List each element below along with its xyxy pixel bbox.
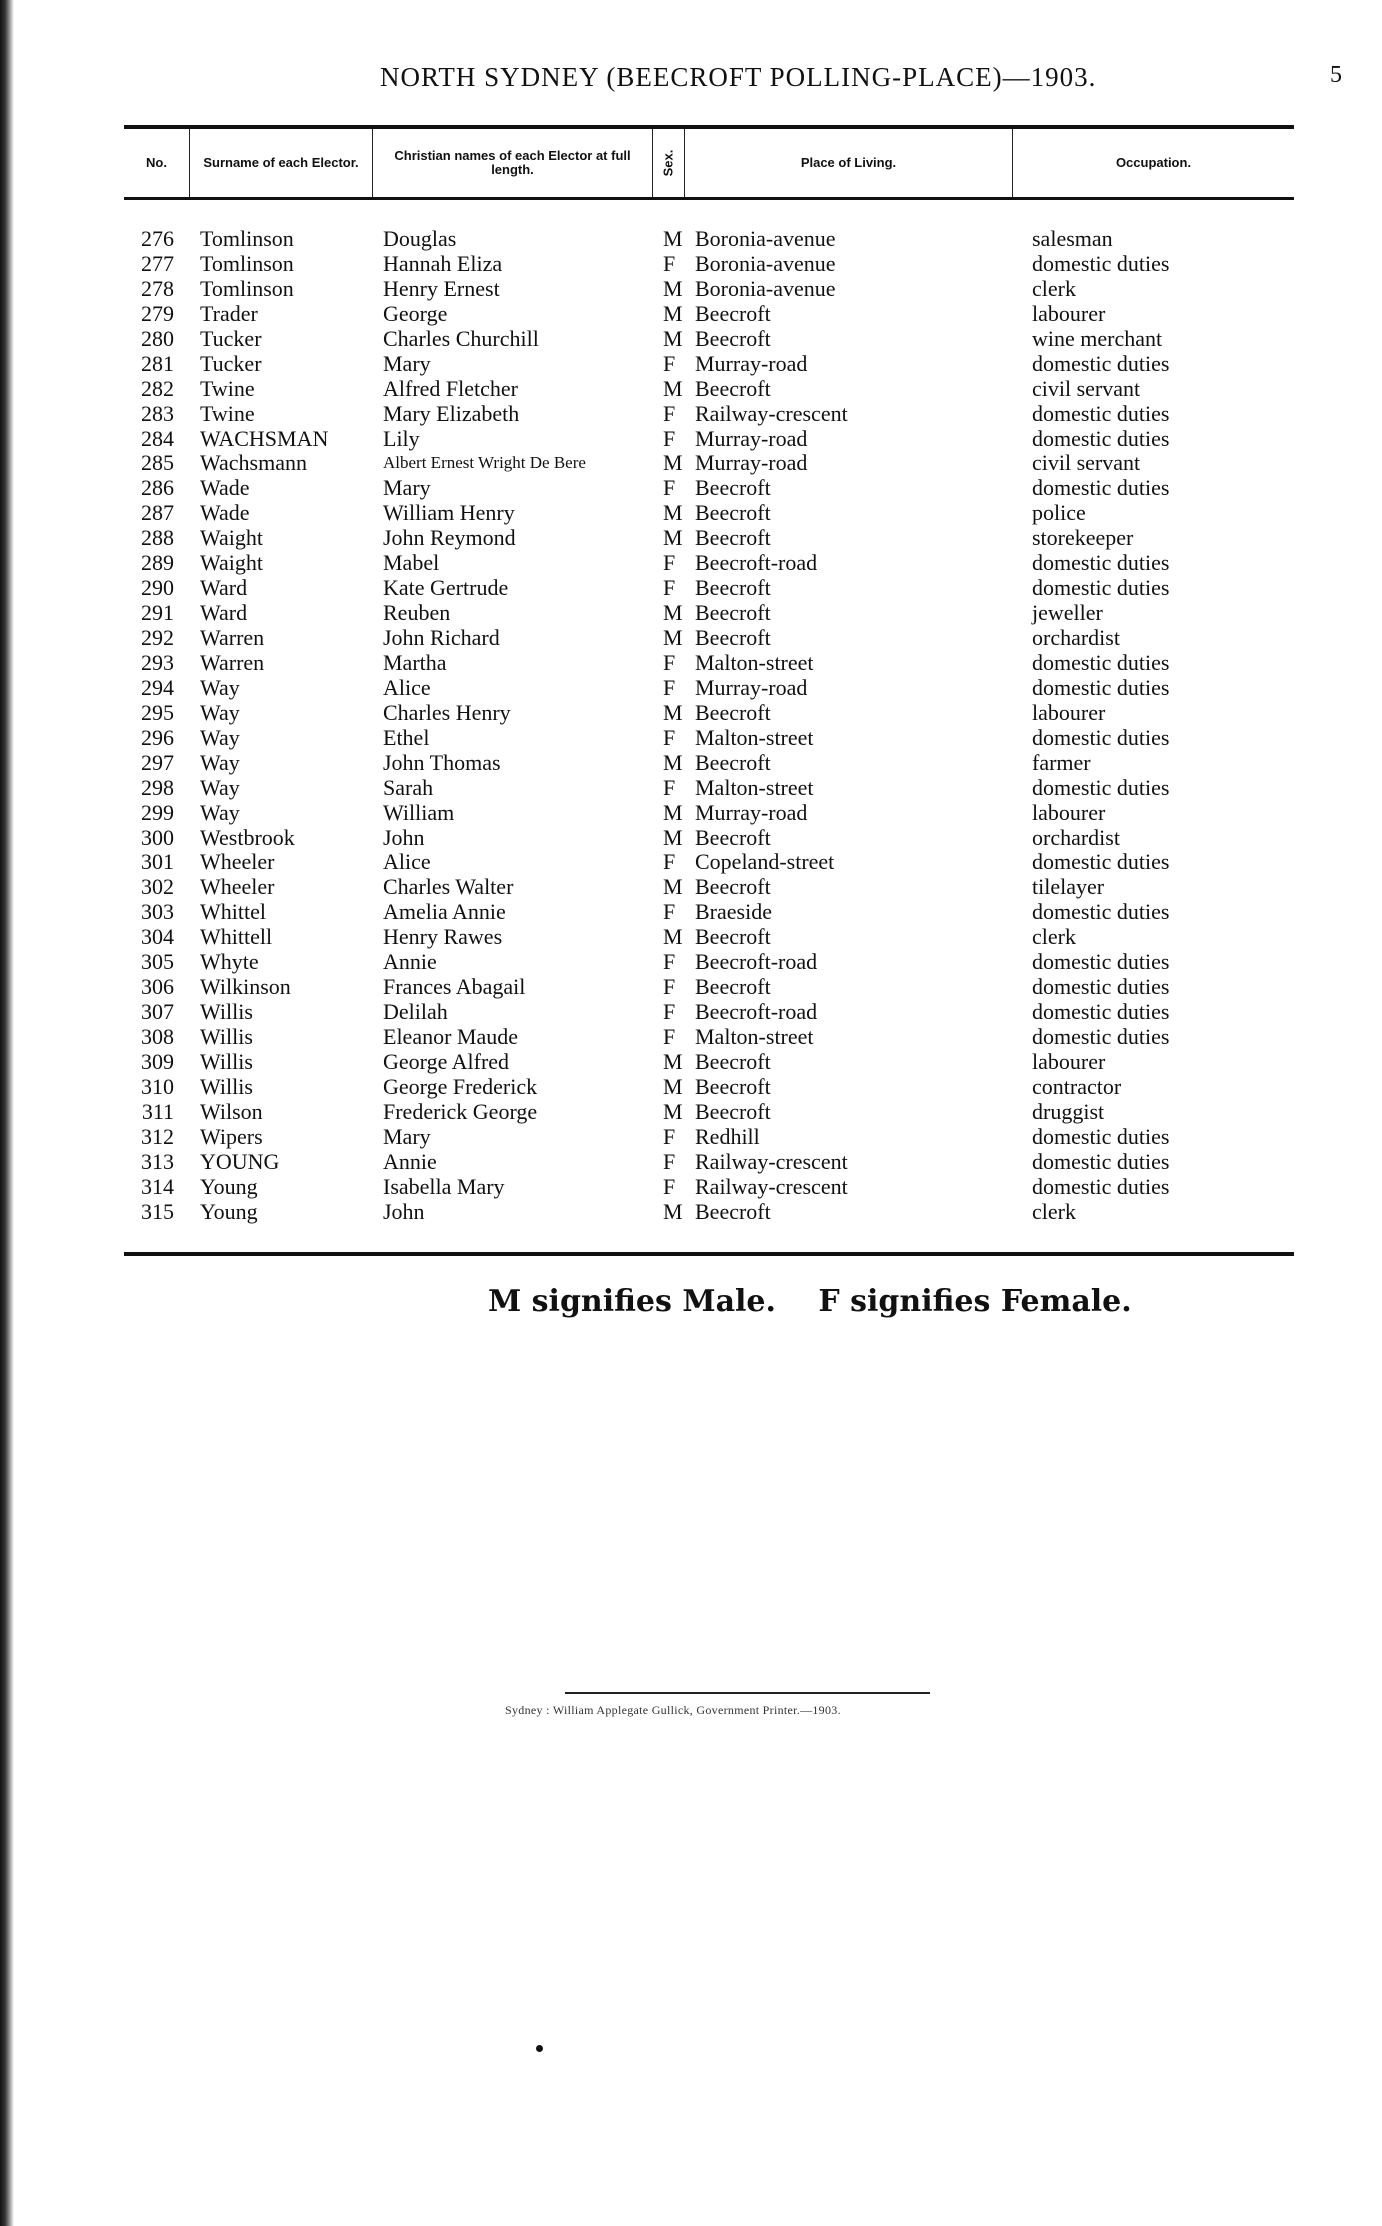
table-row [0, 775, 1382, 800]
elector-surname: Way [200, 774, 240, 800]
elector-place-of-living: Beecroft [695, 824, 771, 850]
elector-christian-names: John [383, 1198, 425, 1224]
elector-number: 284 [141, 425, 174, 451]
legend-male: M signifies Male. [488, 1284, 776, 1319]
elector-surname: Willis [200, 999, 253, 1025]
elector-sex: M [663, 375, 683, 401]
elector-christian-names: Hannah Eliza [383, 250, 503, 276]
elector-surname: Willis [200, 1024, 253, 1049]
elector-place-of-living: Beecroft [695, 475, 771, 501]
elector-occupation: domestic duties [1032, 999, 1170, 1025]
elector-occupation: domestic duties [1032, 1148, 1170, 1174]
elector-number: 297 [141, 749, 174, 775]
elector-surname: WACHSMAN [200, 425, 329, 451]
elector-christian-names: Sarah [383, 774, 434, 800]
table-row [0, 1124, 1382, 1149]
elector-occupation: domestic duties [1032, 974, 1170, 1000]
elector-occupation: clerk [1032, 1198, 1076, 1224]
elector-sex: M [663, 226, 683, 251]
elector-surname: Wade [200, 500, 250, 526]
elector-sex: F [663, 350, 676, 376]
elector-occupation: druggist [1032, 1098, 1105, 1124]
elector-surname: Wilkinson [200, 974, 291, 1000]
elector-occupation: domestic duties [1032, 350, 1170, 376]
elector-christian-names: Isabella Mary [383, 1173, 505, 1199]
table-row [0, 1199, 1382, 1224]
elector-place-of-living: Beecroft [695, 625, 771, 650]
elector-occupation: clerk [1032, 924, 1076, 950]
elector-occupation: police [1032, 500, 1086, 526]
elector-place-of-living: Boronia-avenue [695, 275, 836, 301]
elector-place-of-living: Railway-crescent [695, 400, 848, 426]
table-row [0, 675, 1382, 700]
table-row [0, 450, 1382, 475]
elector-sex: F [663, 1123, 676, 1149]
elector-christian-names: Amelia Annie [383, 899, 506, 925]
elector-surname: Way [200, 724, 240, 750]
elector-number: 313 [141, 1148, 174, 1174]
elector-place-of-living: Beecroft [695, 874, 771, 900]
elector-surname: Wipers [200, 1123, 263, 1149]
elector-number: 298 [141, 774, 174, 800]
elector-christian-names: Mary [383, 350, 431, 376]
table-row [0, 401, 1382, 426]
elector-place-of-living: Beecroft [695, 974, 771, 1000]
elector-occupation: storekeeper [1032, 525, 1134, 551]
elector-occupation: labourer [1032, 699, 1106, 725]
elector-surname: Whyte [200, 949, 259, 975]
elector-sex: M [663, 275, 683, 301]
elector-sex: F [663, 674, 676, 700]
elector-occupation: domestic duties [1032, 1173, 1170, 1199]
elector-occupation: domestic duties [1032, 550, 1170, 576]
elector-sex: M [663, 824, 683, 850]
elector-number: 310 [141, 1073, 174, 1099]
elector-number: 309 [141, 1048, 174, 1074]
table-row [0, 1024, 1382, 1049]
table-row [0, 725, 1382, 750]
elector-sex: F [663, 575, 676, 601]
elector-christian-names: William [383, 799, 455, 825]
elector-place-of-living: Murray-road [695, 425, 808, 451]
elector-sex: M [663, 600, 683, 626]
elector-christian-names: Lily [383, 425, 420, 451]
elector-number: 311 [141, 1098, 174, 1124]
elector-place-of-living: Murray-road [695, 674, 808, 700]
elector-place-of-living: Beecroft [695, 575, 771, 601]
elector-occupation: clerk [1032, 275, 1076, 301]
elector-place-of-living: Beecroft [695, 300, 771, 326]
table-row [0, 251, 1382, 276]
elector-place-of-living: Beecroft [695, 1073, 771, 1099]
table-row [0, 849, 1382, 874]
elector-sex: F [663, 899, 676, 925]
elector-christian-names: Alfred Fletcher [383, 375, 518, 401]
table-row [0, 475, 1382, 500]
table-row [0, 575, 1382, 600]
elector-occupation: wine merchant [1032, 325, 1163, 351]
table-row [0, 1049, 1382, 1074]
elector-christian-names: Reuben [383, 600, 451, 626]
elector-occupation: domestic duties [1032, 724, 1170, 750]
elector-sex: M [663, 325, 683, 351]
elector-place-of-living: Malton-street [695, 1024, 814, 1049]
elector-christian-names: Frances Abagail [383, 974, 526, 1000]
elector-place-of-living: Beecroft [695, 699, 771, 725]
elector-sex: F [663, 1024, 676, 1049]
elector-christian-names: Delilah [383, 999, 448, 1025]
elector-sex: F [663, 400, 676, 426]
elector-christian-names: Mary [383, 475, 431, 501]
elector-sex: F [663, 1148, 676, 1174]
table-row [0, 700, 1382, 725]
table-row [0, 650, 1382, 675]
elector-number: 286 [141, 475, 174, 501]
elector-place-of-living: Beecroft [695, 600, 771, 626]
sex-legend [488, 1284, 1132, 1319]
elector-place-of-living: Railway-crescent [695, 1148, 848, 1174]
table-bottom-rule [124, 1252, 1294, 1256]
elector-surname: Ward [200, 575, 248, 601]
elector-place-of-living: Boronia-avenue [695, 226, 836, 251]
elector-number: 291 [141, 600, 174, 626]
table-row [0, 1074, 1382, 1099]
elector-sex: F [663, 849, 676, 875]
table-row [0, 1099, 1382, 1124]
elector-number: 308 [141, 1024, 174, 1049]
elector-sex: M [663, 749, 683, 775]
elector-number: 285 [141, 450, 174, 476]
elector-surname: Wheeler [200, 849, 275, 875]
elector-christian-names: Alice [383, 674, 431, 700]
elector-surname: Whittel [200, 899, 266, 925]
elector-occupation: domestic duties [1032, 774, 1170, 800]
elector-occupation: contractor [1032, 1073, 1122, 1099]
elector-number: 296 [141, 724, 174, 750]
elector-sex: M [663, 1048, 683, 1074]
elector-number: 293 [141, 649, 174, 675]
elector-occupation: domestic duties [1032, 400, 1170, 426]
elector-number: 283 [141, 400, 174, 426]
elector-sex: M [663, 300, 683, 326]
elector-surname: Waight [200, 550, 263, 576]
elector-sex: F [663, 649, 676, 675]
elector-occupation: labourer [1032, 300, 1106, 326]
table-row [0, 301, 1382, 326]
table-row [0, 376, 1382, 401]
elector-place-of-living: Beecroft [695, 924, 771, 950]
elector-number: 307 [141, 999, 174, 1025]
elector-occupation: domestic duties [1032, 949, 1170, 975]
elector-occupation: farmer [1032, 749, 1091, 775]
elector-sex: M [663, 1073, 683, 1099]
elector-sex: M [663, 874, 683, 900]
ink-speck [536, 2045, 543, 2052]
table-row [0, 1174, 1382, 1199]
elector-christian-names: Mabel [383, 550, 440, 576]
elector-surname: Warren [200, 625, 265, 650]
column-header-sex [652, 129, 684, 197]
elector-number: 289 [141, 550, 174, 576]
elector-christian-names: Alice [383, 849, 431, 875]
elector-occupation: domestic duties [1032, 849, 1170, 875]
elector-occupation: labourer [1032, 1048, 1106, 1074]
elector-number: 305 [141, 949, 174, 975]
elector-surname: Tomlinson [200, 226, 294, 251]
elector-christian-names: Douglas [383, 226, 457, 251]
table-row [0, 999, 1382, 1024]
table-row [0, 899, 1382, 924]
elector-surname: Tucker [200, 325, 262, 351]
elector-number: 295 [141, 699, 174, 725]
elector-sex: M [663, 699, 683, 725]
elector-occupation: domestic duties [1032, 674, 1170, 700]
table-row [0, 525, 1382, 550]
elector-christian-names: William Henry [383, 500, 515, 526]
elector-surname: Twine [200, 400, 255, 426]
elector-christian-names: George [383, 300, 448, 326]
elector-surname: Young [200, 1198, 258, 1224]
elector-place-of-living: Copeland-street [695, 849, 835, 875]
elector-place-of-living: Beecroft [695, 1048, 771, 1074]
elector-occupation: orchardist [1032, 625, 1120, 650]
elector-occupation: orchardist [1032, 824, 1120, 850]
elector-place-of-living: Murray-road [695, 450, 808, 476]
legend-female: F signifies Female. [818, 1284, 1132, 1319]
elector-number: 279 [141, 300, 174, 326]
elector-place-of-living: Beecroft [695, 1098, 771, 1124]
elector-surname: Wilson [200, 1098, 263, 1124]
elector-sex: M [663, 500, 683, 526]
elector-place-of-living: Malton-street [695, 724, 814, 750]
elector-christian-names: Mary [383, 1123, 431, 1149]
column-header-surname: Surname of each Elector. [189, 129, 372, 197]
elector-christian-names: Henry Ernest [383, 275, 500, 301]
elector-sex: M [663, 450, 683, 476]
elector-sex: F [663, 774, 676, 800]
elector-sex: F [663, 550, 676, 576]
elector-occupation: domestic duties [1032, 250, 1170, 276]
elector-christian-names: Martha [383, 649, 447, 675]
elector-surname: Wade [200, 475, 250, 501]
elector-surname: Ward [200, 600, 248, 626]
elector-sex: F [663, 999, 676, 1025]
table-row [0, 351, 1382, 376]
elector-number: 303 [141, 899, 174, 925]
elector-surname: Waight [200, 525, 263, 551]
elector-occupation: salesman [1032, 226, 1113, 251]
elector-place-of-living: Malton-street [695, 649, 814, 675]
elector-place-of-living: Murray-road [695, 350, 808, 376]
running-title: NORTH SYDNEY (BEECROFT POLLING-PLACE)—1903. [380, 62, 1097, 92]
elector-number: 302 [141, 874, 174, 900]
elector-occupation: domestic duties [1032, 475, 1170, 501]
table-row [0, 1149, 1382, 1174]
elector-sex: M [663, 625, 683, 650]
elector-occupation: labourer [1032, 799, 1106, 825]
table-row [0, 276, 1382, 301]
elector-number: 294 [141, 674, 174, 700]
table-row [0, 550, 1382, 575]
elector-place-of-living: Beecroft [695, 525, 771, 551]
elector-place-of-living: Beecroft [695, 749, 771, 775]
elector-place-of-living: Beecroft [695, 325, 771, 351]
elector-occupation: domestic duties [1032, 1123, 1170, 1149]
elector-sex: F [663, 475, 676, 501]
elector-sex: M [663, 924, 683, 950]
elector-surname: Whittell [200, 924, 273, 950]
table-row [0, 326, 1382, 351]
table-row [0, 874, 1382, 899]
elector-occupation: domestic duties [1032, 899, 1170, 925]
elector-place-of-living: Beecroft [695, 1198, 771, 1224]
elector-place-of-living: Beecroft-road [695, 949, 818, 975]
elector-number: 306 [141, 974, 174, 1000]
elector-number: 276 [141, 226, 174, 251]
table-row [0, 625, 1382, 650]
elector-number: 312 [141, 1123, 174, 1149]
elector-surname: Tomlinson [200, 275, 294, 301]
elector-christian-names: George Alfred [383, 1048, 510, 1074]
column-header-no: No. [146, 155, 167, 170]
elector-number: 278 [141, 275, 174, 301]
elector-surname: Way [200, 749, 240, 775]
elector-sex: F [663, 949, 676, 975]
table-row [0, 750, 1382, 775]
elector-number: 288 [141, 525, 174, 551]
elector-place-of-living: Beecroft [695, 500, 771, 526]
elector-sex: M [663, 1098, 683, 1124]
elector-surname: Willis [200, 1073, 253, 1099]
elector-number: 281 [141, 350, 174, 376]
elector-place-of-living: Redhill [695, 1123, 760, 1149]
elector-christian-names: Mary Elizabeth [383, 400, 520, 426]
elector-christian-names: Kate Gertrude [383, 575, 509, 601]
elector-christian-names: Ethel [383, 724, 430, 750]
table-row [0, 500, 1382, 525]
elector-surname: Wachsmann [200, 450, 307, 476]
elector-occupation: domestic duties [1032, 425, 1170, 451]
elector-christian-names: Charles Henry [383, 699, 511, 725]
table-row [0, 949, 1382, 974]
elector-christian-names: Henry Rawes [383, 924, 503, 950]
elector-number: 301 [141, 849, 174, 875]
table-row [0, 825, 1382, 850]
column-header-sex-label: Sex. [660, 149, 676, 177]
column-header-christian-names: Christian names of each Elector at full length. [372, 129, 652, 197]
printer-imprint: Sydney : William Applegate Gullick, Government Printer.—1903. [505, 1703, 841, 1717]
elector-surname: Twine [200, 375, 255, 401]
table-row [0, 924, 1382, 949]
page-number: 5 [1330, 62, 1342, 88]
elector-surname: YOUNG [200, 1148, 280, 1174]
elector-christian-names: John Richard [383, 625, 500, 650]
elector-surname: Warren [200, 649, 265, 675]
elector-christian-names: John Thomas [383, 749, 501, 775]
elector-place-of-living: Malton-street [695, 774, 814, 800]
elector-number: 300 [141, 824, 174, 850]
elector-number: 290 [141, 575, 174, 601]
elector-christian-names: Charles Churchill [383, 325, 539, 351]
elector-christian-names: Eleanor Maude [383, 1024, 518, 1049]
elector-number: 299 [141, 799, 174, 825]
elector-surname: Young [200, 1173, 258, 1199]
elector-place-of-living: Boronia-avenue [695, 250, 836, 276]
imprint-rule [565, 1692, 930, 1694]
elector-christian-names: John Reymond [383, 525, 516, 551]
elector-sex: F [663, 974, 676, 1000]
elector-sex: F [663, 425, 676, 451]
electoral-roll-column-headers [124, 125, 1294, 200]
elector-occupation: civil servant [1032, 450, 1141, 476]
elector-occupation: tilelayer [1032, 874, 1105, 900]
table-row [0, 426, 1382, 451]
elector-number: 292 [141, 625, 174, 650]
elector-surname: Wheeler [200, 874, 275, 900]
elector-place-of-living: Beecroft-road [695, 550, 818, 576]
elector-sex: M [663, 1198, 683, 1224]
elector-place-of-living: Railway-crescent [695, 1173, 848, 1199]
elector-number: 314 [141, 1173, 174, 1199]
elector-place-of-living: Beecroft [695, 375, 771, 401]
elector-christian-names: Albert Ernest Wright De Bere [383, 453, 586, 473]
elector-place-of-living: Braeside [695, 899, 772, 925]
elector-sex: M [663, 799, 683, 825]
electoral-roll-entries [0, 226, 1382, 1224]
elector-number: 287 [141, 500, 174, 526]
elector-occupation: domestic duties [1032, 1024, 1170, 1049]
table-row [0, 800, 1382, 825]
elector-number: 277 [141, 250, 174, 276]
elector-place-of-living: Murray-road [695, 799, 808, 825]
column-header-occupation: Occupation. [1012, 129, 1294, 197]
elector-occupation: civil servant [1032, 375, 1141, 401]
elector-surname: Tucker [200, 350, 262, 376]
elector-christian-names: Frederick George [383, 1098, 538, 1124]
elector-surname: Way [200, 799, 240, 825]
elector-christian-names: Charles Walter [383, 874, 514, 900]
table-row [0, 226, 1382, 251]
elector-number: 282 [141, 375, 174, 401]
elector-sex: F [663, 250, 676, 276]
column-header-place-of-living: Place of Living. [684, 129, 1012, 197]
elector-number: 280 [141, 325, 174, 351]
elector-number: 315 [141, 1198, 174, 1224]
elector-christian-names: John [383, 824, 425, 850]
table-row [0, 974, 1382, 999]
elector-sex: F [663, 724, 676, 750]
page-header [0, 62, 1382, 102]
elector-surname: Willis [200, 1048, 253, 1074]
elector-surname: Tomlinson [200, 250, 294, 276]
elector-occupation: jeweller [1032, 600, 1103, 626]
elector-sex: M [663, 525, 683, 551]
table-row [0, 600, 1382, 625]
elector-surname: Trader [200, 300, 258, 326]
elector-occupation: domestic duties [1032, 575, 1170, 601]
elector-surname: Way [200, 674, 240, 700]
elector-christian-names: George Frederick [383, 1073, 538, 1099]
elector-christian-names: Annie [383, 949, 437, 975]
elector-number: 304 [141, 924, 174, 950]
elector-surname: Westbrook [200, 824, 295, 850]
elector-sex: F [663, 1173, 676, 1199]
elector-occupation: domestic duties [1032, 649, 1170, 675]
elector-christian-names: Annie [383, 1148, 437, 1174]
elector-surname: Way [200, 699, 240, 725]
elector-place-of-living: Beecroft-road [695, 999, 818, 1025]
